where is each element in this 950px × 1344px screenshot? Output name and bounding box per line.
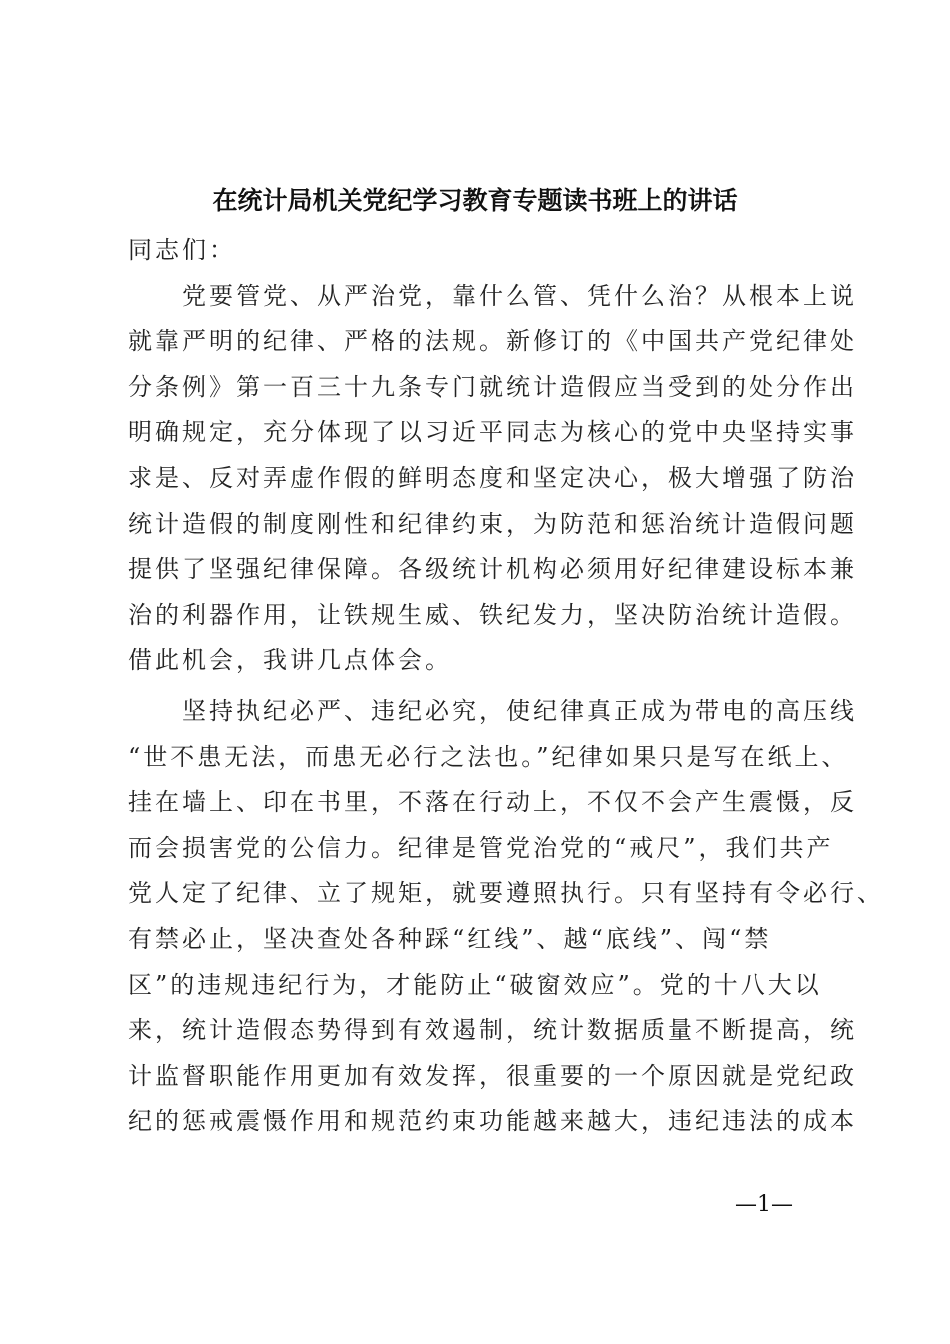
text-line: 挂在墙上、印在书里，不落在行动上，不仅不会产生震慑，反 — [128, 788, 857, 817]
text-line: 坚持执纪必严、违纪必究，使纪律真正成为带电的高压线 — [128, 696, 857, 725]
text-line: 提供了坚强纪律保障。各级统计机构必须用好纪律建设标本兼 — [128, 555, 857, 584]
text-line: 计监督职能作用更加有效发挥，很重要的一个原因就是党纪政 — [128, 1061, 857, 1090]
document-title: 在统计局机关党纪学习教育专题读书班上的讲话 — [212, 186, 738, 215]
salutation: 同志们： — [128, 236, 236, 264]
document-body — [128, 228, 884, 1145]
text-line: 借此机会，我讲几点体会。 — [128, 646, 452, 675]
text-line: 纪的惩戒震慑作用和规范约束功能越来越大，违纪违法的成本 — [128, 1107, 857, 1136]
text-line: 有禁必止，坚决查处各种踩“红线”、越“底线”、闯“禁 — [128, 924, 772, 953]
text-line: “世不患无法，而患无必行之法也。”纪律如果只是写在纸上、 — [128, 742, 849, 771]
text-line: 明确规定，充分体现了以习近平同志为核心的党中央坚持实事 — [128, 418, 857, 447]
paragraph-2 — [128, 689, 884, 1145]
text-line: 来，统计造假态势得到有效遏制，统计数据质量不断提高，统 — [128, 1016, 857, 1045]
text-line: 分条例》第一百三十九条专门就统计造假应当受到的处分作出 — [128, 372, 857, 401]
text-line: 求是、反对弄虚作假的鲜明态度和坚定决心，极大增强了防治 — [128, 463, 857, 492]
text-line: 区”的违规违纪行为，才能防止“破窗效应”。党的十八大以 — [128, 970, 822, 999]
paragraph-1 — [128, 274, 857, 684]
text-line: 统计造假的制度刚性和纪律约束，为防范和惩治统计造假问题 — [128, 509, 857, 538]
text-line: 党人定了纪律、立了规矩，就要遵照执行。只有坚持有令必行、 — [128, 879, 884, 908]
text-line: 治的利器作用，让铁规生威、铁纪发力，坚决防治统计造假。 — [128, 600, 857, 629]
text-line: 就靠严明的纪律、严格的法规。新修订的《中国共产党纪律处 — [128, 327, 857, 356]
text-line: 党要管党、从严治党，靠什么管、凭什么治？从根本上说 — [128, 281, 857, 310]
text-line: 而会损害党的公信力。纪律是管党治党的“戒尺”，我们共产 — [128, 833, 834, 862]
page-number: —1— — [735, 1192, 793, 1217]
